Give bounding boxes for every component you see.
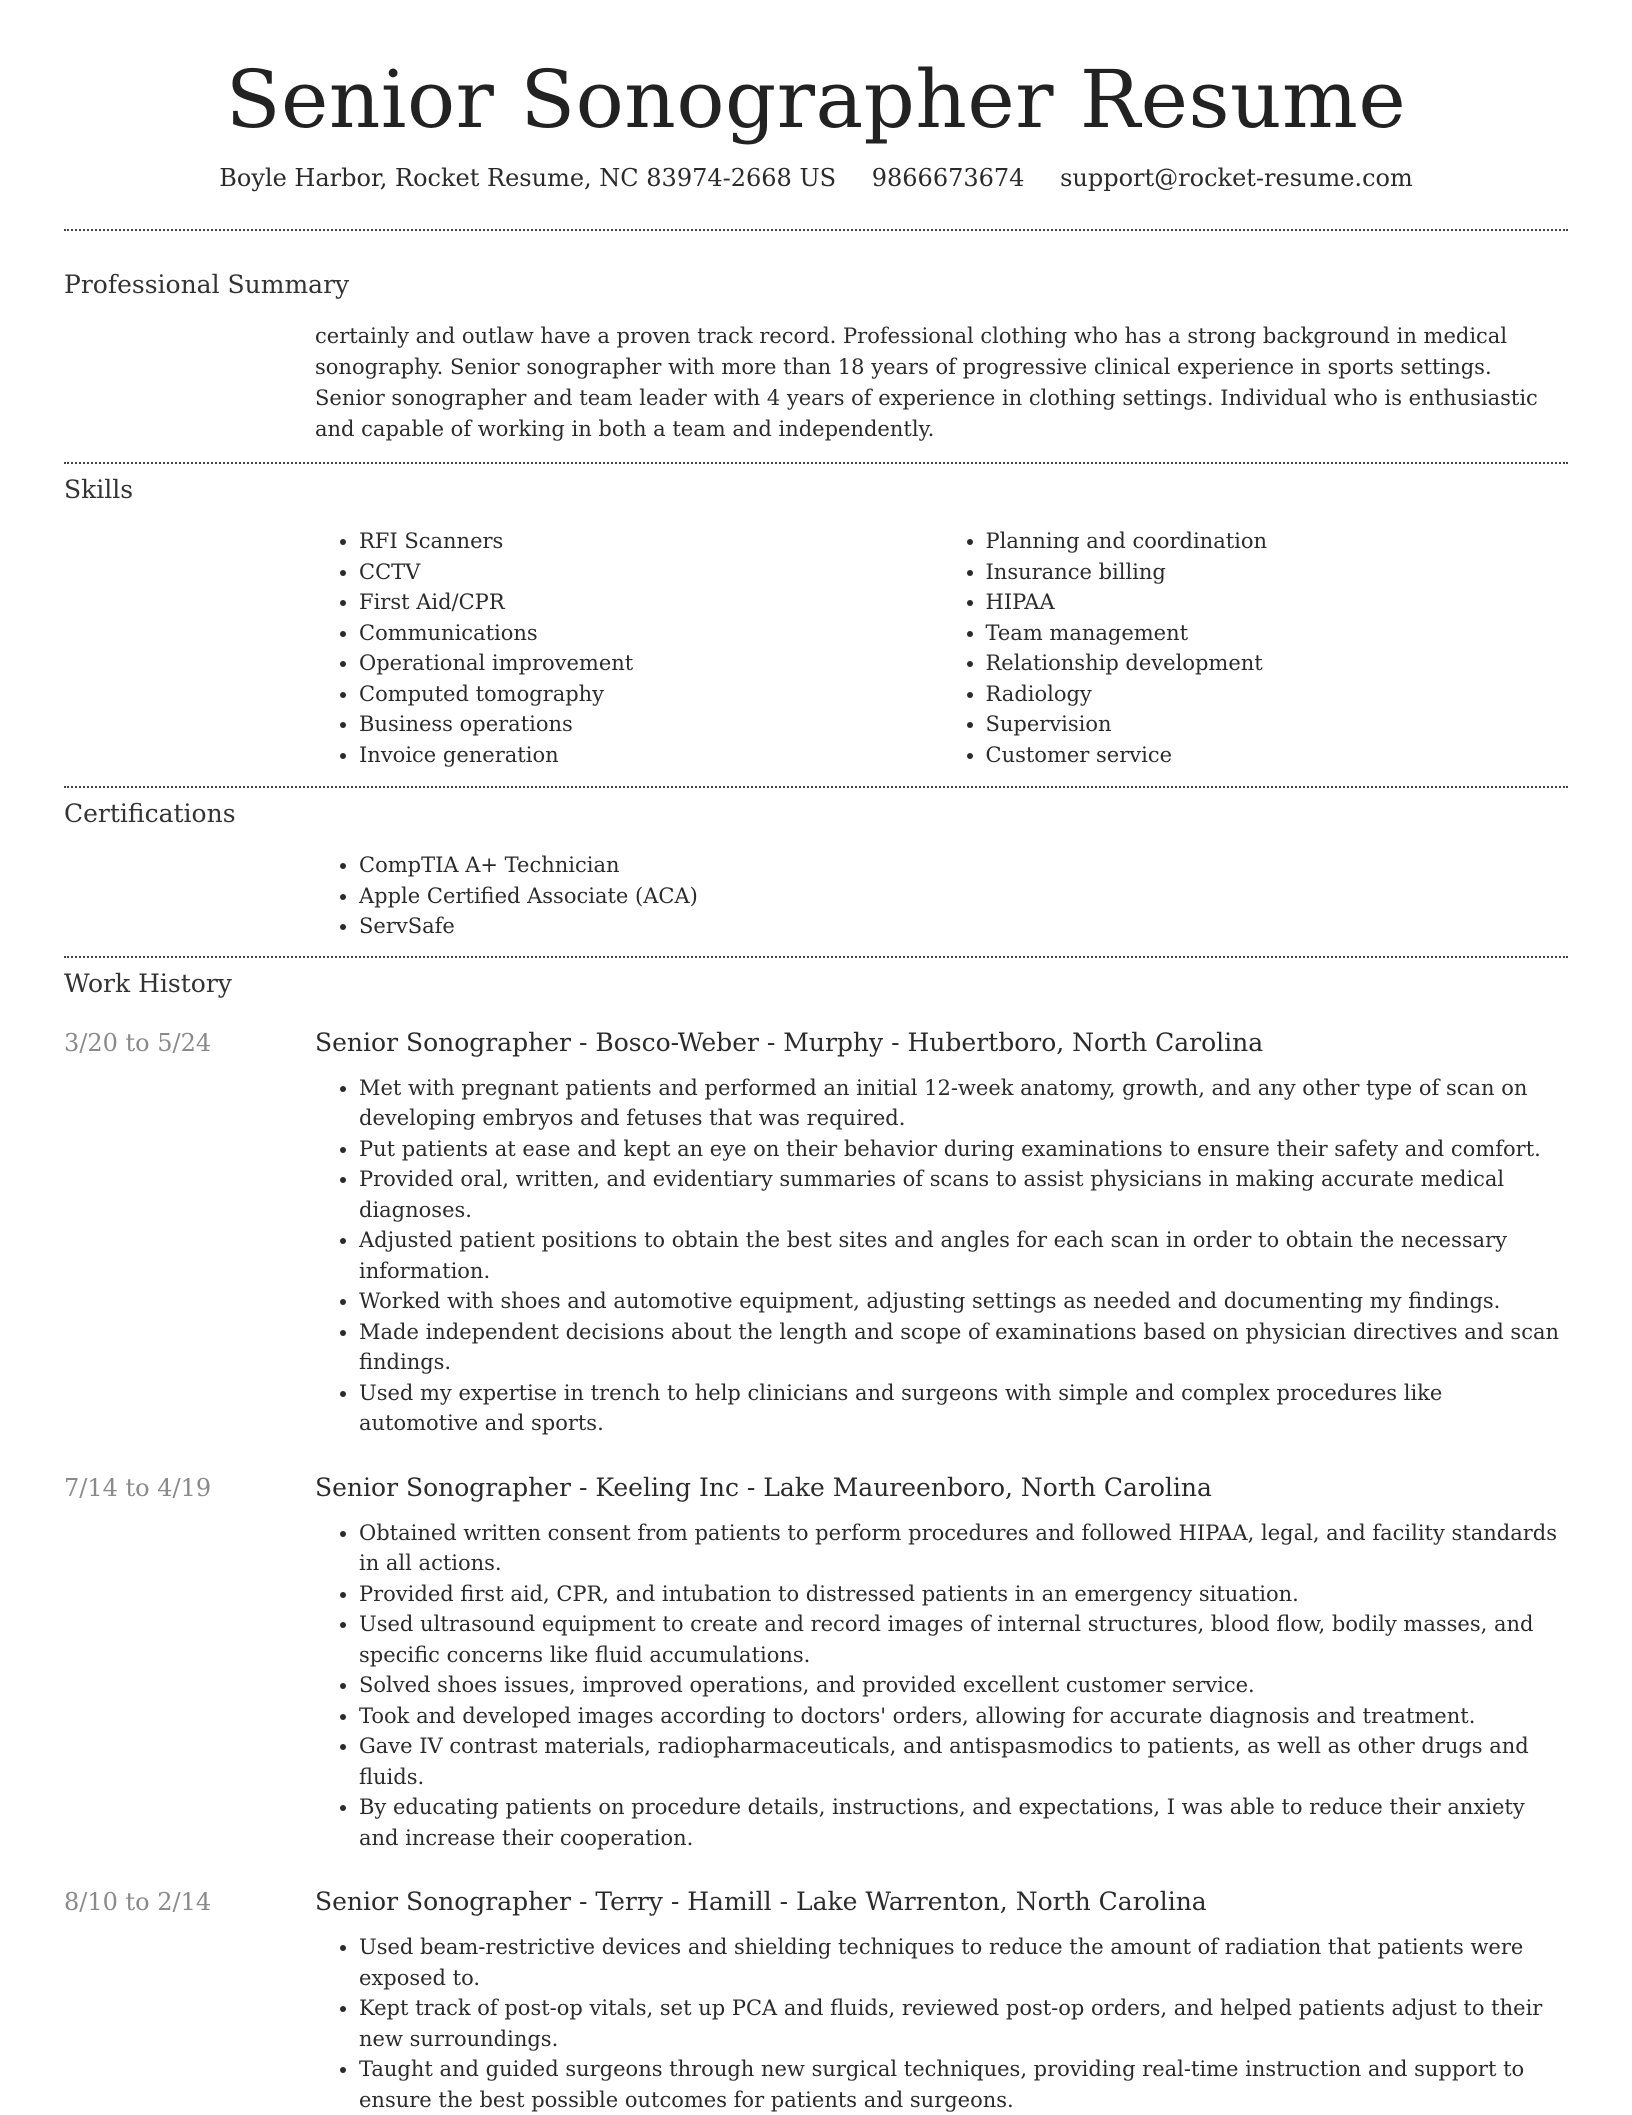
job-entry <box>64 1472 1568 1854</box>
skill-item: • Invoice generation <box>359 740 942 771</box>
resume-title: Senior Sonographer Resume <box>64 52 1568 148</box>
job-bullet: • Made independent decisions about the length and scope of examinations based on physician directives and scan findings. <box>359 1317 1568 1378</box>
certifications-body <box>315 850 1568 942</box>
certifications-heading: Certifications <box>64 798 1568 830</box>
skill-item: • Radiology <box>986 679 1569 710</box>
job-bullet: • Used my expertise in trench to help clinicians and surgeons with simple and complex procedures like automotive and sports. <box>359 1378 1568 1439</box>
job-title: Senior Sonographer - Terry - Hamill - Lake Warrenton, North Carolina <box>315 1886 1568 1918</box>
contact-line <box>64 162 1568 194</box>
skill-item: • RFI Scanners <box>359 526 942 557</box>
section-divider <box>64 956 1568 958</box>
skill-item: • Business operations <box>359 709 942 740</box>
job-bullet: • Kept track of post-op vitals, set up PCA and fluids, reviewed post-op orders, and helped patients adjust to their new surroundings. <box>359 1993 1568 2054</box>
skill-item: • CCTV <box>359 557 942 588</box>
job-bullets <box>315 1932 1568 2115</box>
job-bullet: • Taught and guided surgeons through new surgical techniques, providing real-time instruction and support to ensure the best possible outcomes for patients and surgeons. <box>359 2054 1568 2115</box>
skill-item: • Communications <box>359 618 942 649</box>
skill-item: • Customer service <box>986 740 1569 771</box>
job-bullet: • Used beam-restrictive devices and shielding techniques to reduce the amount of radiation that patients were exposed to. <box>359 1932 1568 1993</box>
skill-item: • HIPAA <box>986 587 1569 618</box>
work-history-section <box>64 968 1568 2115</box>
skills-list-right <box>942 526 1569 770</box>
job-bullet: • Adjusted patient positions to obtain the best sites and angles for each scan in order to obtain the necessary information. <box>359 1225 1568 1286</box>
job-bullet: • By educating patients on procedure details, instructions, and expectations, I was able to reduce their anxiety and increase their cooperation. <box>359 1792 1568 1853</box>
job-entry <box>64 1027 1568 1439</box>
section-divider <box>64 229 1568 231</box>
skill-item: • Team management <box>986 618 1569 649</box>
job-title: Senior Sonographer - Keeling Inc - Lake Maureenboro, North Carolina <box>315 1472 1568 1504</box>
job-title: Senior Sonographer - Bosco-Weber - Murphy - Hubertboro, North Carolina <box>315 1027 1568 1059</box>
job-entry <box>64 1886 1568 2115</box>
job-dates: 8/10 to 2/14 <box>64 1886 211 1918</box>
job-bullet: • Solved shoes issues, improved operations, and provided excellent customer service. <box>359 1670 1568 1701</box>
summary-section <box>64 269 1568 445</box>
section-divider <box>64 786 1568 788</box>
skill-item: • Planning and coordination <box>986 526 1569 557</box>
job-bullet: • Took and developed images according to doctors' orders, allowing for accurate diagnosis and treatment. <box>359 1701 1568 1732</box>
certification-item: • ServSafe <box>359 911 1568 942</box>
certifications-section <box>64 798 1568 942</box>
job-bullet: • Put patients at ease and kept an eye on their behavior during examinations to ensure their safety and comfort. <box>359 1134 1568 1165</box>
job-bullet: • Provided oral, written, and evidentiary summaries of scans to assist physicians in making accurate medical diagnoses. <box>359 1164 1568 1225</box>
skill-item: • First Aid/CPR <box>359 587 942 618</box>
skill-item: • Supervision <box>986 709 1569 740</box>
job-dates: 7/14 to 4/19 <box>64 1472 211 1504</box>
certifications-list <box>315 850 1568 942</box>
job-bullet: • Provided first aid, CPR, and intubation to distressed patients in an emergency situation. <box>359 1579 1568 1610</box>
job-dates: 3/20 to 5/24 <box>64 1027 211 1059</box>
job-bullet: • Met with pregnant patients and performed an initial 12-week anatomy, growth, and any other type of scan on developing embryos and fetuses that was required. <box>359 1073 1568 1134</box>
contact-email: support@rocket-resume.com <box>1060 164 1413 192</box>
job-bullet: • Worked with shoes and automotive equipment, adjusting settings as needed and documenting my findings. <box>359 1286 1568 1317</box>
work-history-heading: Work History <box>64 968 1568 1000</box>
skill-item: • Relationship development <box>986 648 1569 679</box>
skill-item: • Computed tomography <box>359 679 942 710</box>
section-divider <box>64 462 1568 464</box>
skills-section <box>64 474 1568 770</box>
summary-body <box>315 321 1568 445</box>
skills-body <box>315 526 1568 770</box>
job-bullet: • Used ultrasound equipment to create and record images of internal structures, blood flow, bodily masses, and specific concerns like fluid accumulations. <box>359 1609 1568 1670</box>
skill-item: • Operational improvement <box>359 648 942 679</box>
jobs-container <box>64 1027 1568 2115</box>
skills-list-left <box>315 526 942 770</box>
summary-heading: Professional Summary <box>64 269 1568 301</box>
certification-item: • Apple Certified Associate (ACA) <box>359 881 1568 912</box>
resume-page <box>64 0 1568 2115</box>
skill-item: • Insurance billing <box>986 557 1569 588</box>
summary-text: certainly and outlaw have a proven track record. Professional clothing who has a strong background in medical sonography. Senior sonographer with more than 18 years of progressive clinical experience in sports settings. Senior sonographer and team leader with 4 years of experience in clothing settings. Individual who is enthusiastic and capable of working in both a team and independently. <box>315 321 1568 445</box>
contact-phone: 9866673674 <box>872 164 1025 192</box>
job-bullets <box>315 1073 1568 1439</box>
job-bullet: • Gave IV contrast materials, radiopharmaceuticals, and antispasmodics to patients, as well as other drugs and fluids. <box>359 1731 1568 1792</box>
job-bullets <box>315 1518 1568 1854</box>
job-bullet: • Obtained written consent from patients to perform procedures and followed HIPAA, legal, and facility standards in all actions. <box>359 1518 1568 1579</box>
certification-item: • CompTIA A+ Technician <box>359 850 1568 881</box>
skills-heading: Skills <box>64 474 1568 506</box>
contact-address: Boyle Harbor, Rocket Resume, NC 83974-2668 US <box>219 164 836 192</box>
